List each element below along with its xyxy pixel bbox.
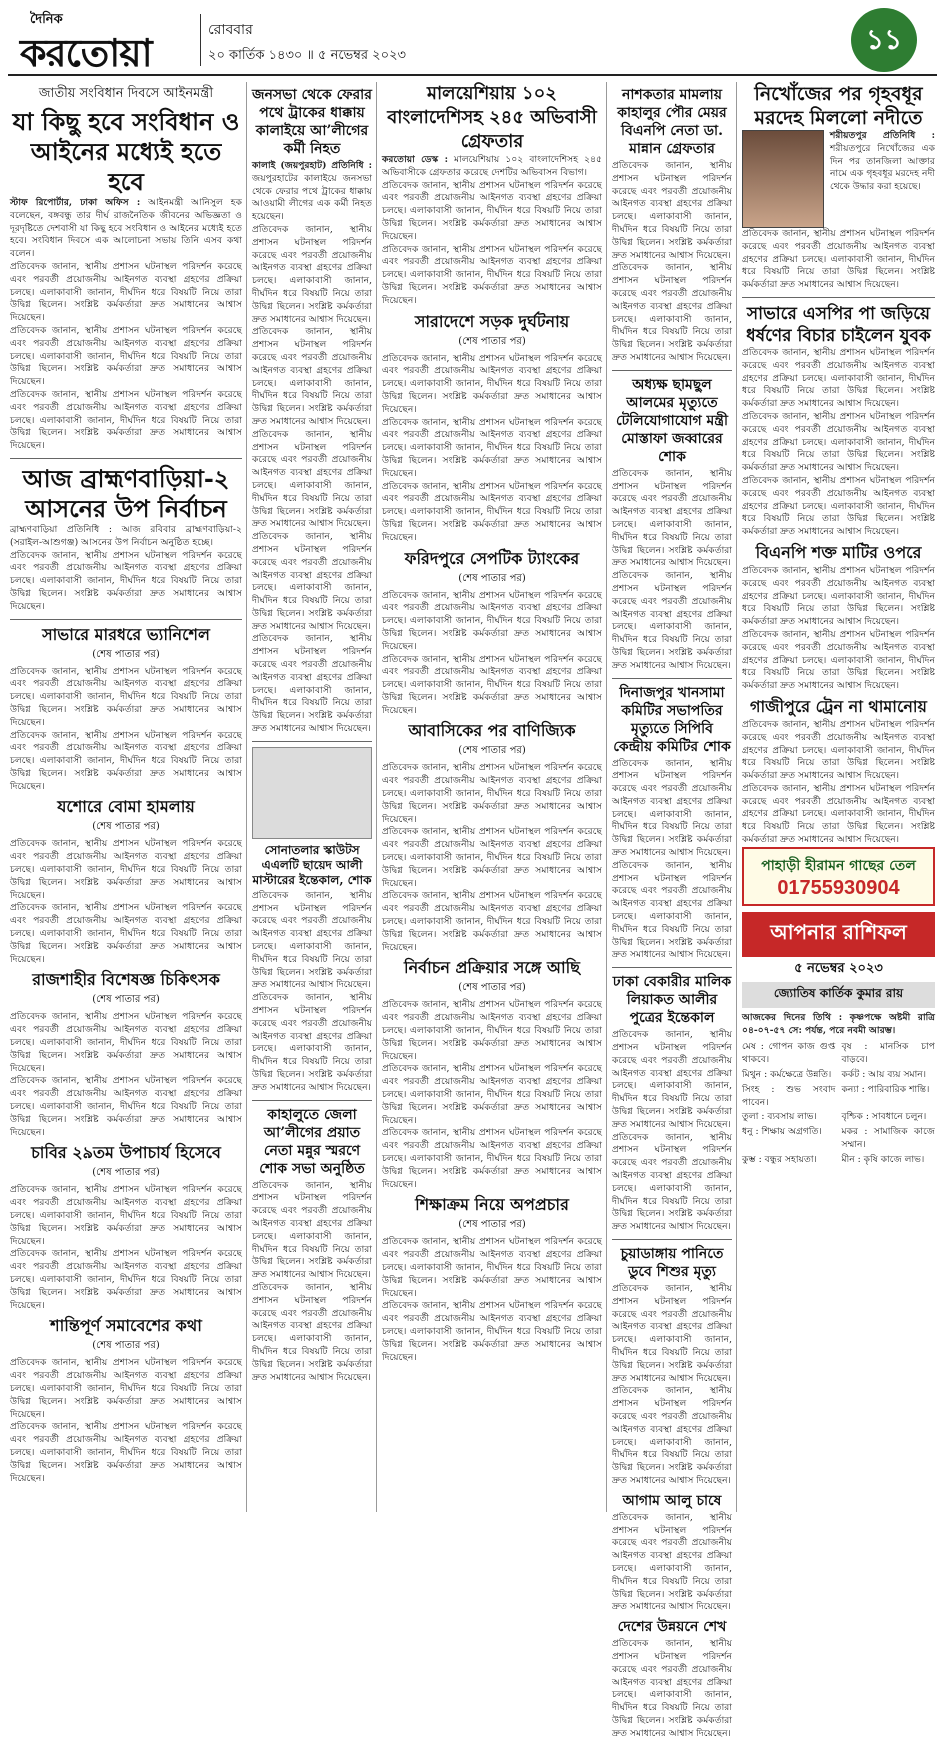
headline: বিএনপি শক্ত মাটির ওপরে [755, 542, 922, 562]
kicker: জাতীয় সংবিধান দিবসে আইনমন্ত্রী [38, 86, 214, 101]
headline: আবাসিকের পর বাণিজ্যিক [408, 721, 576, 741]
article-filler: প্রতিবেদক জানান, স্থানীয় প্রশাসন ঘটনাস্থল পরিদর্শন করেছে এবং পরবর্তী প্রয়োজনীয় আইনগত ব্যবস্থা গ্রহণের প্রক্রিয়া চলছে। এলাকাবাসী জানান, দীর্ঘদিন ধরে বিষয়টি নিয়ে তারা উদ্বিগ্ন ছিলেন। সংশ্লিষ্ট কর্মকর্তারা দ্রুত সমাধানের আশ্বাস দিয়েছেন। [612, 1385, 732, 1486]
column-2 [252, 82, 372, 1512]
article-filler: প্রতিবেদক জানান, স্থানীয় প্রশাসন ঘটনাস্থল পরিদর্শন করেছে এবং পরবর্তী প্রয়োজনীয় আইনগত ব্যবস্থা গ্রহণের প্রক্রিয়া চলছে। এলাকাবাসী জানান, দীর্ঘদিন ধরে বিষয়টি নিয়ে তারা উদ্বিগ্ন ছিলেন। সংশ্লিষ্ট কর্মকর্তারা দ্রুত সমাধানের আশ্বাস দিয়েছেন। [10, 1075, 242, 1138]
article-filler: প্রতিবেদক জানান, স্থানীয় প্রশাসন ঘটনাস্থল পরিদর্শন করেছে এবং পরবর্তী প্রয়োজনীয় আইনগত ব্যবস্থা গ্রহণের প্রক্রিয়া চলছে। এলাকাবাসী জানান, দীর্ঘদিন ধরে বিষয়টি নিয়ে তারা উদ্বিগ্ন ছিলেন। সংশ্লিষ্ট কর্মকর্তারা দ্রুত সমাধানের আশ্বাস দিয়েছেন। [252, 889, 372, 991]
article-filler: প্রতিবেদক জানান, স্থানীয় প্রশাসন ঘটনাস্থল পরিদর্শন করেছে এবং পরবর্তী প্রয়োজনীয় আইনগত ব্যবস্থা গ্রহণের প্রক্রিয়া চলছে। এলাকাবাসী জানান, দীর্ঘদিন ধরে বিষয়টি নিয়ে তারা উদ্বিগ্ন ছিলেন। সংশ্লিষ্ট কর্মকর্তারা দ্রুত সমাধানের আশ্বাস দিয়েছেন। [10, 324, 242, 388]
article-filler: প্রতিবেদক জানান, স্থানীয় প্রশাসন ঘটনাস্থল পরিদর্শন করেছে এবং পরবর্তী প্রয়োজনীয় আইনগত ব্যবস্থা গ্রহণের প্রক্রিয়া চলছে। এলাকাবাসী জানান, দীর্ঘদিন ধরে বিষয়টি নিয়ে তারা উদ্বিগ্ন ছিলেন। সংশ্লিষ্ট কর্মকর্তারা দ্রুত সমাধানের আশ্বাস দিয়েছেন। [382, 416, 602, 479]
article-body [252, 160, 372, 224]
article-body [830, 130, 935, 228]
headline: গাজীপুরে ট্রেন না থামানোয় [750, 696, 927, 716]
dateline: ২০ কার্তিক ১৪৩০ ॥ ৫ নভেম্বর ২০২৩ [208, 48, 406, 63]
horoscope-sign: বৃশ্চিক : সাবধানে চলুন। [841, 1111, 927, 1123]
article-filler: প্রতিবেদক জানান, স্থানীয় প্রশাসন ঘটনাস্থল পরিদর্শন করেছে এবং পরবর্তী প্রয়োজনীয় আইনগত ব্যবস্থা গ্রহণের প্রক্রিয়া চলছে। এলাকাবাসী জানান, দীর্ঘদিন ধরে বিষয়টি নিয়ে তারা উদ্বিগ্ন ছিলেন। সংশ্লিষ্ট কর্মকর্তারা দ্রুত সমাধানের আশ্বাস দিয়েছেন। [10, 1421, 242, 1484]
horoscope-sign: মীন : কৃষি কাজে লাভ। [841, 1153, 925, 1165]
article-filler: প্রতিবেদক জানান, স্থানীয় প্রশাসন ঘটনাস্থল পরিদর্শন করেছে এবং পরবর্তী প্রয়োজনীয় আইনগত ব্যবস্থা গ্রহণের প্রক্রিয়া চলছে। এলাকাবাসী জানান, দীর্ঘদিন ধরে বিষয়টি নিয়ে তারা উদ্বিগ্ন ছিলেন। সংশ্লিষ্ট কর্মকর্তারা দ্রুত সমাধানের আশ্বাস দিয়েছেন। [252, 531, 372, 632]
masthead-divider [200, 14, 201, 66]
headline: জনসভা থেকে ফেরার পথে ট্রাকের ধাক্কায় কালাইয়ে আ’লীগের কর্মী নিহত [252, 87, 372, 157]
headline: অধ্যক্ষ ছামছুল আলমের মৃত্যুতে টেলিযোগাযোগ মন্ত্রী মোস্তাফা জব্বারের শোক [615, 376, 729, 465]
article-filler: প্রতিবেদক জানান, স্থানীয় প্রশাসন ঘটনাস্থল পরিদর্শন করেছে এবং পরবর্তী প্রয়োজনীয় আইনগত ব্যবস্থা গ্রহণের প্রক্রিয়া চলছে। এলাকাবাসী জানান, দীর্ঘদিন ধরে বিষয়টি নিয়ে তারা উদ্বিগ্ন ছিলেন। সংশ্লিষ্ট কর্মকর্তারা দ্রুত সমাধানের আশ্বাস দিয়েছেন। [252, 428, 372, 530]
ad-phone: 01755930904 [777, 876, 900, 899]
divider [10, 619, 242, 620]
photo-caption-headline: সোনাতলার স্কাউটস এএলটি ছায়েদ আলী মাস্টারের ইন্তেকাল, শোক [252, 842, 372, 887]
horoscope-sign: তুলা : ব্যবসায় লাভ। [742, 1111, 817, 1123]
article-filler: প্রতিবেদক জানান, স্থানীয় প্রশাসন ঘটনাস্থল পরিদর্শন করেছে এবং পরবর্তী প্রয়োজনীয় আইনগত ব্যবস্থা গ্রহণের প্রক্রিয়া চলছে। এলাকাবাসী জানান, দীর্ঘদিন ধরে বিষয়টি নিয়ে তারা উদ্বিগ্ন ছিলেন। সংশ্লিষ্ট কর্মকর্তারা দ্রুত সমাধানের আশ্বাস দিয়েছেন। [382, 1236, 602, 1299]
article-filler: প্রতিবেদক জানান, স্থানীয় প্রশাসন ঘটনাস্থল পরিদর্শন করেছে এবং পরবর্তী প্রয়োজনীয় আইনগত ব্যবস্থা গ্রহণের প্রক্রিয়া চলছে। এলাকাবাসী জানান, দীর্ঘদিন ধরে বিষয়টি নিয়ে তারা উদ্বিগ্ন ছিলেন। সংশ্লিষ্ট কর্মকর্তারা দ্রুত সমাধানের আশ্বাস দিয়েছেন। [382, 999, 602, 1062]
article-filler: প্রতিবেদক জানান, স্থানীয় প্রশাসন ঘটনাস্থল পরিদর্শন করেছে এবং পরবর্তী প্রয়োজনীয় আইনগত ব্যবস্থা গ্রহণের প্রক্রিয়া চলছে। এলাকাবাসী জানান, দীর্ঘদিন ধরে বিষয়টি নিয়ে তারা উদ্বিগ্ন ছিলেন। সংশ্লিষ্ট কর্মকর্তারা দ্রুত সমাধানের আশ্বাস দিয়েছেন। [612, 1131, 732, 1233]
article-filler: প্রতিবেদক জানান, স্থানীয় প্রশাসন ঘটনাস্থল পরিদর্শন করেছে এবং পরবর্তী প্রয়োজনীয় আইনগত ব্যবস্থা গ্রহণের প্রক্রিয়া চলছে। এলাকাবাসী জানান, দীর্ঘদিন ধরে বিষয়টি নিয়ে তারা উদ্বিগ্ন ছিলেন। সংশ্লিষ্ট কর্মকর্তারা দ্রুত সমাধানের আশ্বাস দিয়েছেন। [10, 1357, 242, 1420]
article-filler: প্রতিবেদক জানান, স্থানীয় প্রশাসন ঘটনাস্থল পরিদর্শন করেছে এবং পরবর্তী প্রয়োজনীয় আইনগত ব্যবস্থা গ্রহণের প্রক্রিয়া চলছে। এলাকাবাসী জানান, দীর্ঘদিন ধরে বিষয়টি নিয়ে তারা উদ্বিগ্ন ছিলেন। সংশ্লিষ্ট কর্মকর্তারা দ্রুত সমাধানের আশ্বাস দিয়েছেন। [10, 260, 242, 324]
article-body [382, 154, 602, 180]
horoscope-sign: কুম্ভ : বন্ধুর সহায়তা। [742, 1153, 817, 1165]
article-filler: প্রতিবেদক জানান, স্থানীয় প্রশাসন ঘটনাস্থল পরিদর্শন করেছে এবং পরবর্তী প্রয়োজনীয় আইনগত ব্যবস্থা গ্রহণের প্রক্রিয়া চলছে। এলাকাবাসী জানান, দীর্ঘদিন ধরে বিষয়টি নিয়ে তারা উদ্বিগ্ন ছিলেন। সংশ্লিষ্ট কর্মকর্তারা দ্রুত সমাধানের আশ্বাস দিয়েছেন। [10, 1248, 242, 1311]
article-filler: প্রতিবেদক জানান, স্থানীয় প্রশাসন ঘটনাস্থল পরিদর্শন করেছে এবং পরবর্তী প্রয়োজনীয় আইনগত ব্যবস্থা গ্রহণের প্রক্রিয়া চলছে। এলাকাবাসী জানান, দীর্ঘদিন ধরে বিষয়টি নিয়ে তারা উদ্বিগ্ন ছিলেন। সংশ্লিষ্ট কর্মকর্তারা দ্রুত সমাধানের আশ্বাস দিয়েছেন। [382, 179, 602, 242]
headline: দিনাজপুর খানসামা কমিটির সভাপতির মৃত্যুতে সিপিবি কেন্দ্রীয় কমিটির শোক [613, 684, 731, 755]
article-filler: প্রতিবেদক জানান, স্থানীয় প্রশাসন ঘটনাস্থল পরিদর্শন করেছে এবং পরবর্তী প্রয়োজনীয় আইনগত ব্যবস্থা গ্রহণের প্রক্রিয়া চলছে। এলাকাবাসী জানান, দীর্ঘদিন ধরে বিষয়টি নিয়ে তারা উদ্বিগ্ন ছিলেন। সংশ্লিষ্ট কর্মকর্তারা দ্রুত সমাধানের আশ্বাস দিয়েছেন। [252, 326, 372, 427]
article-filler: প্রতিবেদক জানান, স্থানীয় প্রশাসন ঘটনাস্থল পরিদর্শন করেছে এবং পরবর্তী প্রয়োজনীয় আইনগত ব্যবস্থা গ্রহণের প্রক্রিয়া চলছে। এলাকাবাসী জানান, দীর্ঘদিন ধরে বিষয়টি নিয়ে তারা উদ্বিগ্ন ছিলেন। সংশ্লিষ্ট কর্মকর্তারা দ্রুত সমাধানের আশ্বাস দিয়েছেন। [10, 388, 242, 452]
continued-label: (শেষ পাতার পর) [458, 335, 526, 347]
article-filler: প্রতিবেদক জানান, স্থানীয় প্রশাসন ঘটনাস্থল পরিদর্শন করেছে এবং পরবর্তী প্রয়োজনীয় আইনগত ব্যবস্থা গ্রহণের প্রক্রিয়া চলছে। এলাকাবাসী জানান, দীর্ঘদিন ধরে বিষয়টি নিয়ে তারা উদ্বিগ্ন ছিলেন। সংশ্লিষ্ট কর্মকর্তারা দ্রুত সমাধানের আশ্বাস দিয়েছেন। [382, 762, 602, 825]
headline: চাবির ২৯তম উপাচার্য হিসেবে [31, 1143, 221, 1163]
divider [252, 741, 372, 742]
article-filler: প্রতিবেদক জানান, স্থানীয় প্রশাসন ঘটনাস্থল পরিদর্শন করেছে এবং পরবর্তী প্রয়োজনীয় আইনগত ব্যবস্থা গ্রহণের প্রক্রিয়া চলছে। এলাকাবাসী জানান, দীর্ঘদিন ধরে বিষয়টি নিয়ে তারা উদ্বিগ্ন ছিলেন। সংশ্লিষ্ট কর্মকর্তারা দ্রুত সমাধানের আশ্বাস দিয়েছেন। [382, 1063, 602, 1126]
article-filler: প্রতিবেদক জানান, স্থানীয় প্রশাসন ঘটনাস্থল পরিদর্শন করেছে এবং পরবর্তী প্রয়োজনীয় আইনগত ব্যবস্থা গ্রহণের প্রক্রিয়া চলছে। এলাকাবাসী জানান, দীর্ঘদিন ধরে বিষয়টি নিয়ে তারা উদ্বিগ্ন ছিলেন। সংশ্লিষ্ট কর্মকর্তারা দ্রুত সমাধানের আশ্বাস দিয়েছেন। [382, 589, 602, 652]
column-4 [612, 82, 732, 1739]
continued-label: (শেষ পাতার পর) [458, 982, 526, 994]
headline: সাভারে মারধরে ভ্যানিশেল [42, 624, 210, 644]
headline: নাশকতার মামলায় কাহালুর পৌর মেয়র বিএনপি নেতা ডা. মান্নান গ্রেফতার [617, 87, 727, 157]
headline: কাহালুতে জেলা আ’লীগের প্রয়াত নেতা মন্নুর স্মরণে শোক সভা অনুষ্ঠিত [259, 1106, 365, 1177]
article-filler: প্রতিবেদক জানান, স্থানীয় প্রশাসন ঘটনাস্থল পরিদর্শন করেছে এবং পরবর্তী প্রয়োজনীয় আইনগত ব্যবস্থা গ্রহণের প্রক্রিয়া চলছে। এলাকাবাসী জানান, দীর্ঘদিন ধরে বিষয়টি নিয়ে তারা উদ্বিগ্ন ছিলেন। সংশ্লিষ্ট কর্মকর্তারা দ্রুত সমাধানের আশ্বাস দিয়েছেন। [612, 467, 732, 569]
article-filler: প্রতিবেদক জানান, স্থানীয় প্রশাসন ঘটনাস্থল পরিদর্শন করেছে এবং পরবর্তী প্রয়োজনীয় আইনগত ব্যবস্থা গ্রহণের প্রক্রিয়া চলছে। এলাকাবাসী জানান, দীর্ঘদিন ধরে বিষয়টি নিয়ে তারা উদ্বিগ্ন ছিলেন। সংশ্লিষ্ট কর্মকর্তারা দ্রুত সমাধানের আশ্বাস দিয়েছেন। [10, 1011, 242, 1074]
article-text: ব্রাহ্মণবাড়িয়া প্রতিনিধি : আজ রবিবার ব্রাহ্মণবাড়িয়া-২ (সরাইল-আশুগঞ্জ) আসনের উপ নির্বাচন অনুষ্ঠিত হচ্ছে। [10, 523, 242, 548]
divider [10, 458, 242, 459]
article-filler: প্রতিবেদক জানান, স্থানীয় প্রশাসন ঘটনাস্থল পরিদর্শন করেছে এবং পরবর্তী প্রয়োজনীয় আইনগত ব্যবস্থা গ্রহণের প্রক্রিয়া চলছে। এলাকাবাসী জানান, দীর্ঘদিন ধরে বিষয়টি নিয়ে তারা উদ্বিগ্ন ছিলেন। সংশ্লিষ্ট কর্মকর্তারা দ্রুত সমাধানের আশ্বাস দিয়েছেন। [382, 1127, 602, 1190]
continued-label: (শেষ পাতার পর) [458, 572, 526, 584]
article-filler: প্রতিবেদক জানান, স্থানীয় প্রশাসন ঘটনাস্থল পরিদর্শন করেছে এবং পরবর্তী প্রয়োজনীয় আইনগত ব্যবস্থা গ্রহণের প্রক্রিয়া চলছে। এলাকাবাসী জানান, দীর্ঘদিন ধরে বিষয়টি নিয়ে তারা উদ্বিগ্ন ছিলেন। সংশ্লিষ্ট কর্মকর্তারা দ্রুত সমাধানের আশ্বাস দিয়েছেন। [10, 902, 242, 965]
headline: যা কিছু হবে সংবিধান ও আইনের মধ্যেই হতে হবে [12, 107, 240, 196]
horoscope-sign: ধনু : শিক্ষায় অগ্রগতি। [742, 1126, 822, 1138]
article-lead [742, 130, 935, 228]
article-filler: প্রতিবেদক জানান, স্থানীয় প্রশাসন ঘটনাস্থল পরিদর্শন করেছে এবং পরবর্তী প্রয়োজনীয় আইনগত ব্যবস্থা গ্রহণের প্রক্রিয়া চলছে। এলাকাবাসী জানান, দীর্ঘদিন ধরে বিষয়টি নিয়ে তারা উদ্বিগ্ন ছিলেন। সংশ্লিষ্ট কর্মকর্তারা দ্রুত সমাধানের আশ্বাস দিয়েছেন। [742, 346, 935, 410]
article-filler: প্রতিবেদক জানান, স্থানীয় প্রশাসন ঘটনাস্থল পরিদর্শন করেছে এবং পরবর্তী প্রয়োজনীয় আইনগত ব্যবস্থা গ্রহণের প্রক্রিয়া চলছে। এলাকাবাসী জানান, দীর্ঘদিন ধরে বিষয়টি নিয়ে তারা উদ্বিগ্ন ছিলেন। সংশ্লিষ্ট কর্মকর্তারা দ্রুত সমাধানের আশ্বাস দিয়েছেন। [382, 243, 602, 306]
headline: চুয়াডাঙ্গায় পানিতে ডুবে শিশুর মৃত্যু [620, 1246, 724, 1280]
headline: যশোরে বোমা হামলায় [57, 797, 195, 817]
headline: ঢাকা বেকারীর মালিক লিয়াকত আলীর পুত্রের ইন্তেকাল [612, 974, 732, 1027]
article-filler: প্রতিবেদক জানান, স্থানীয় প্রশাসন ঘটনাস্থল পরিদর্শন করেছে এবং পরবর্তী প্রয়োজনীয় আইনগত ব্যবস্থা গ্রহণের প্রক্রিয়া চলছে। এলাকাবাসী জানান, দীর্ঘদিন ধরে বিষয়টি নিয়ে তারা উদ্বিগ্ন ছিলেন। সংশ্লিষ্ট কর্মকর্তারা দ্রুত সমাধানের আশ্বাস দিয়েছেন। [382, 890, 602, 953]
horoscope-date: ৫ নভেম্বর ২০২৩ [794, 960, 883, 976]
continued-label: (শেষ পাতার পর) [92, 648, 160, 660]
headline: ফরিদপুরে সেপটিক ট্যাংকের [404, 548, 580, 568]
article-filler: প্রতিবেদক জানান, স্থানীয় প্রশাসন ঘটনাস্থল পরিদর্শন করেছে এবং পরবর্তী প্রয়োজনীয় আইনগত ব্যবস্থা গ্রহণের প্রক্রিয়া চলছে। এলাকাবাসী জানান, দীর্ঘদিন ধরে বিষয়টি নিয়ে তারা উদ্বিগ্ন ছিলেন। সংশ্লিষ্ট কর্মকর্তারা দ্রুত সমাধানের আশ্বাস দিয়েছেন। [252, 1281, 372, 1383]
continued-label: (শেষ পাতার পর) [458, 745, 526, 757]
divider [612, 967, 732, 968]
article-filler: প্রতিবেদক জানান, স্থানীয় প্রশাসন ঘটনাস্থল পরিদর্শন করেছে এবং পরবর্তী প্রয়োজনীয় আইনগত ব্যবস্থা গ্রহণের প্রক্রিয়া চলছে। এলাকাবাসী জানান, দীর্ঘদিন ধরে বিষয়টি নিয়ে তারা উদ্বিগ্ন ছিলেন। সংশ্লিষ্ট কর্মকর্তারা দ্রুত সমাধানের আশ্বাস দিয়েছেন। [612, 757, 732, 859]
horoscope-sign: মেষ : গোপন কাজ গুপ্ত থাকবে। [742, 1041, 836, 1066]
horoscope-title: আপনার রাশিফল [742, 912, 935, 957]
article-filler: প্রতিবেদক জানান, স্থানীয় প্রশাসন ঘটনাস্থল পরিদর্শন করেছে এবং পরবর্তী প্রয়োজনীয় আইনগত ব্যবস্থা গ্রহণের প্রক্রিয়া চলছে। এলাকাবাসী জানান, দীর্ঘদিন ধরে বিষয়টি নিয়ে তারা উদ্বিগ্ন ছিলেন। সংশ্লিষ্ট কর্মকর্তারা দ্রুত সমাধানের আশ্বাস দিয়েছেন। [612, 262, 732, 363]
advertisement [742, 847, 935, 906]
article-filler: প্রতিবেদক জানান, স্থানীয় প্রশাসন ঘটনাস্থল পরিদর্শন করেছে এবং পরবর্তী প্রয়োজনীয় আইনগত ব্যবস্থা গ্রহণের প্রক্রিয়া চলছে। এলাকাবাসী জানান, দীর্ঘদিন ধরে বিষয়টি নিয়ে তারা উদ্বিগ্ন ছিলেন। সংশ্লিষ্ট কর্মকর্তারা দ্রুত সমাধানের আশ্বাস দিয়েছেন। [742, 718, 935, 782]
byline: স্টাফ রিপোর্টার, ঢাকা অফিস : [10, 197, 141, 208]
headline: আজ ব্রাহ্মণবাড়িয়া-২ আসনের উপ নির্বাচন [22, 463, 230, 523]
article-filler: প্রতিবেদক জানান, স্থানীয় প্রশাসন ঘটনাস্থল পরিদর্শন করেছে এবং পরবর্তী প্রয়োজনীয় আইনগত ব্যবস্থা গ্রহণের প্রক্রিয়া চলছে। এলাকাবাসী জানান, দীর্ঘদিন ধরে বিষয়টি নিয়ে তারা উদ্বিগ্ন ছিলেন। সংশ্লিষ্ট কর্মকর্তারা দ্রুত সমাধানের আশ্বাস দিয়েছেন। [742, 782, 935, 846]
article-filler: প্রতিবেদক জানান, স্থানীয় প্রশাসন ঘটনাস্থল পরিদর্শন করেছে এবং পরবর্তী প্রয়োজনীয় আইনগত ব্যবস্থা গ্রহণের প্রক্রিয়া চলছে। এলাকাবাসী জানান, দীর্ঘদিন ধরে বিষয়টি নিয়ে তারা উদ্বিগ্ন ছিলেন। সংশ্লিষ্ট কর্মকর্তারা দ্রুত সমাধানের আশ্বাস দিয়েছেন। [10, 665, 242, 728]
headline: রাজশাহীর বিশেষজ্ঞ চিকিৎসক [32, 970, 220, 990]
article-filler: প্রতিবেদক জানান, স্থানীয় প্রশাসন ঘটনাস্থল পরিদর্শন করেছে এবং পরবর্তী প্রয়োজনীয় আইনগত ব্যবস্থা গ্রহণের প্রক্রিয়া চলছে। এলাকাবাসী জানান, দীর্ঘদিন ধরে বিষয়টি নিয়ে তারা উদ্বিগ্ন ছিলেন। সংশ্লিষ্ট কর্মকর্তারা দ্রুত সমাধানের আশ্বাস দিয়েছেন। [612, 859, 732, 961]
continued-label: (শেষ পাতার পর) [458, 1219, 526, 1231]
horoscope-sign: মিথুন : কর্মক্ষেত্রে উন্নতি। [742, 1069, 832, 1081]
article-filler: প্রতিবেদক জানান, স্থানীয় প্রশাসন ঘটনাস্থল পরিদর্শন করেছে এবং পরবর্তী প্রয়োজনীয় আইনগত ব্যবস্থা গ্রহণের প্রক্রিয়া চলছে। এলাকাবাসী জানান, দীর্ঘদিন ধরে বিষয়টি নিয়ে তারা উদ্বিগ্ন ছিলেন। সংশ্লিষ্ট কর্মকর্তারা দ্রুত সমাধানের আশ্বাস দিয়েছেন। [10, 729, 242, 792]
article-filler: প্রতিবেদক জানান, স্থানীয় প্রশাসন ঘটনাস্থল পরিদর্শন করেছে এবং পরবর্তী প্রয়োজনীয় আইনগত ব্যবস্থা গ্রহণের প্রক্রিয়া চলছে। এলাকাবাসী জানান, দীর্ঘদিন ধরে বিষয়টি নিয়ে তারা উদ্বিগ্ন ছিলেন। সংশ্লিষ্ট কর্মকর্তারা দ্রুত সমাধানের আশ্বাস দিয়েছেন। [252, 1179, 372, 1281]
victim-photo [742, 130, 824, 228]
horoscope-sign: সিংহ : শুভ সংবাদ পাবেন। [742, 1083, 836, 1108]
headline: সাভারে এসপির পা জড়িয়ে ধর্ষণের বিচার চাইলেন যুবক [746, 303, 931, 346]
horoscope-sign: কন্যা : পারিবারিক শান্তি। [841, 1083, 930, 1095]
article-filler: প্রতিবেদক জানান, স্থানীয় প্রশাসন ঘটনাস্থল পরিদর্শন করেছে এবং পরবর্তী প্রয়োজনীয় আইনগত ব্যবস্থা গ্রহণের প্রক্রিয়া চলছে। এলাকাবাসী জানান, দীর্ঘদিন ধরে বিষয়টি নিয়ে তারা উদ্বিগ্ন ছিলেন। সংশ্লিষ্ট কর্মকর্তারা দ্রুত সমাধানের আশ্বাস দিয়েছেন। [612, 1511, 732, 1613]
astrologer-name: জ্যোতিষ কার্তিক কুমার রায় [742, 982, 935, 1008]
divider [742, 297, 935, 298]
byline: করতোয়া ডেস্ক : [382, 154, 448, 165]
article-body [10, 197, 242, 261]
continued-label: (শেষ পাতার পর) [92, 821, 160, 833]
article-filler: প্রতিবেদক জানান, স্থানীয় প্রশাসন ঘটনাস্থল পরিদর্শন করেছে এবং পরবর্তী প্রয়োজনীয় আইনগত ব্যবস্থা গ্রহণের প্রক্রিয়া চলছে। এলাকাবাসী জানান, দীর্ঘদিন ধরে বিষয়টি নিয়ে তারা উদ্বিগ্ন ছিলেন। সংশ্লিষ্ট কর্মকর্তারা দ্রুত সমাধানের আশ্বাস দিয়েছেন। [382, 1300, 602, 1363]
article-filler: প্রতিবেদক জানান, স্থানীয় প্রশাসন ঘটনাস্থল পরিদর্শন করেছে এবং পরবর্তী প্রয়োজনীয় আইনগত ব্যবস্থা গ্রহণের প্রক্রিয়া চলছে। এলাকাবাসী জানান, দীর্ঘদিন ধরে বিষয়টি নিয়ে তারা উদ্বিগ্ন ছিলেন। সংশ্লিষ্ট কর্মকর্তারা দ্রুত সমাধানের আশ্বাস দিয়েছেন। [382, 826, 602, 889]
article-filler: প্রতিবেদক জানান, স্থানীয় প্রশাসন ঘটনাস্থল পরিদর্শন করেছে এবং পরবর্তী প্রয়োজনীয় আইনগত ব্যবস্থা গ্রহণের প্রক্রিয়া চলছে। এলাকাবাসী জানান, দীর্ঘদিন ধরে বিষয়টি নিয়ে তারা উদ্বিগ্ন ছিলেন। সংশ্লিষ্ট কর্মকর্তারা দ্রুত সমাধানের আশ্বাস দিয়েছেন। [612, 570, 732, 671]
article-filler: প্রতিবেদক জানান, স্থানীয় প্রশাসন ঘটনাস্থল পরিদর্শন করেছে এবং পরবর্তী প্রয়োজনীয় আইনগত ব্যবস্থা গ্রহণের প্রক্রিয়া চলছে। এলাকাবাসী জানান, দীর্ঘদিন ধরে বিষয়টি নিয়ে তারা উদ্বিগ্ন ছিলেন। সংশ্লিষ্ট কর্মকর্তারা দ্রুত সমাধানের আশ্বাস দিয়েছেন। [10, 549, 242, 612]
article-text: আইনমন্ত্রী আনিসুল হক বলেছেন, বঙ্গবন্ধু তার দীর্ঘ রাজনৈতিক জীবনের অভিজ্ঞতা ও দূরদৃষ্টিতে দেশবাসী যা কিছু হবে সংবিধান ও আইনের মধ্যেই হতে হবে। সংবিধান দিবসে এক আলোচনা সভায় তিনি এসব কথা বলেন। [10, 197, 243, 260]
column-separator [246, 82, 247, 1512]
horoscope-signs [742, 1041, 935, 1166]
article-filler: প্রতিবেদক জানান, স্থানীয় প্রশাসন ঘটনাস্থল পরিদর্শন করেছে এবং পরবর্তী প্রয়োজনীয় আইনগত ব্যবস্থা গ্রহণের প্রক্রিয়া চলছে। এলাকাবাসী জানান, দীর্ঘদিন ধরে বিষয়টি নিয়ে তারা উদ্বিগ্ন ছিলেন। সংশ্লিষ্ট কর্মকর্তারা দ্রুত সমাধানের আশ্বাস দিয়েছেন। [382, 352, 602, 415]
divider [612, 678, 732, 679]
portrait-photo [252, 747, 372, 839]
continued-label: (শেষ পাতার পর) [92, 1340, 160, 1352]
newspaper-logo: করতোয়া [20, 30, 152, 75]
article-filler: প্রতিবেদক জানান, স্থানীয় প্রশাসন ঘটনাস্থল পরিদর্শন করেছে এবং পরবর্তী প্রয়োজনীয় আইনগত ব্যবস্থা গ্রহণের প্রক্রিয়া চলছে। এলাকাবাসী জানান, দীর্ঘদিন ধরে বিষয়টি নিয়ে তারা উদ্বিগ্ন ছিলেন। সংশ্লিষ্ট কর্মকর্তারা দ্রুত সমাধানের আশ্বাস দিয়েছেন। [742, 410, 935, 474]
headline: সারাদেশে সড়ক দুর্ঘটনায় [414, 311, 570, 331]
byline: শরীয়তপুর প্রতিনিধি : [830, 130, 935, 141]
article-text: শরীয়তপুরে নিখোঁজের এক দিন পর তানজিলা আক্তার নামে এক গৃহবধূর মরদেহ নদী থেকে উদ্ধার করা হয়েছে। [830, 142, 935, 193]
article-text: জয়পুরহাটের কালাইয়ে জনসভা থেকে ফেরার পথে ট্রাকের ধাক্কায় আওয়ামী লীগের এক কর্মী নিহত হয়েছেন। [252, 172, 372, 223]
article-filler: প্রতিবেদক জানান, স্থানীয় প্রশাসন ঘটনাস্থল পরিদর্শন করেছে এবং পরবর্তী প্রয়োজনীয় আইনগত ব্যবস্থা গ্রহণের প্রক্রিয়া চলছে। এলাকাবাসী জানান, দীর্ঘদিন ধরে বিষয়টি নিয়ে তারা উদ্বিগ্ন ছিলেন। সংশ্লিষ্ট কর্মকর্তারা দ্রুত সমাধানের আশ্বাস দিয়েছেন। [382, 653, 602, 716]
tithi: আজকের দিনের তিথি : কৃষ্ণপক্ষে অষ্টমী রাত্রি ০৪-০৭-৫৭ সে: পর্যন্ত, পরে নবমী আরম্ভ। [742, 1011, 935, 1036]
column-1 [10, 82, 242, 1512]
column-separator [606, 82, 607, 1512]
column-separator [376, 82, 377, 1512]
ad-title: পাহাড়ী হীরামন গাছের তেল [761, 857, 916, 874]
headline: দেশের উন্নয়নে শেখ [617, 1619, 727, 1636]
article-filler: প্রতিবেদক জানান, স্থানীয় প্রশাসন ঘটনাস্থল পরিদর্শন করেছে এবং পরবর্তী প্রয়োজনীয় আইনগত ব্যবস্থা গ্রহণের প্রক্রিয়া চলছে। এলাকাবাসী জানান, দীর্ঘদিন ধরে বিষয়টি নিয়ে তারা উদ্বিগ্ন ছিলেন। সংশ্লিষ্ট কর্মকর্তারা দ্রুত সমাধানের আশ্বাস দিয়েছেন। [252, 633, 372, 735]
article-filler: প্রতিবেদক জানান, স্থানীয় প্রশাসন ঘটনাস্থল পরিদর্শন করেছে এবং পরবর্তী প্রয়োজনীয় আইনগত ব্যবস্থা গ্রহণের প্রক্রিয়া চলছে। এলাকাবাসী জানান, দীর্ঘদিন ধরে বিষয়টি নিয়ে তারা উদ্বিগ্ন ছিলেন। সংশ্লিষ্ট কর্মকর্তারা দ্রুত সমাধানের আশ্বাস দিয়েছেন। [742, 628, 935, 692]
logo-small: দৈনিক [30, 12, 63, 27]
continued-label: (শেষ পাতার পর) [92, 1167, 160, 1179]
headline: শিক্ষাক্রম নিয়ে অপপ্রচার [415, 1195, 569, 1215]
masthead [8, 6, 937, 76]
continued-label: (শেষ পাতার পর) [92, 994, 160, 1006]
headline: নির্বাচন প্রক্রিয়ার সঙ্গে আছি [404, 958, 580, 978]
divider [612, 370, 732, 371]
page-number-badge: ১১ [851, 8, 917, 72]
article-filler: প্রতিবেদক জানান, স্থানীয় প্রশাসন ঘটনাস্থল পরিদর্শন করেছে এবং পরবর্তী প্রয়োজনীয় আইনগত ব্যবস্থা গ্রহণের প্রক্রিয়া চলছে। এলাকাবাসী জানান, দীর্ঘদিন ধরে বিষয়টি নিয়ে তারা উদ্বিগ্ন ছিলেন। সংশ্লিষ্ট কর্মকর্তারা দ্রুত সমাধানের আশ্বাস দিয়েছেন। [742, 474, 935, 538]
article-filler: প্রতিবেদক জানান, স্থানীয় প্রশাসন ঘটনাস্থল পরিদর্শন করেছে এবং পরবর্তী প্রয়োজনীয় আইনগত ব্যবস্থা গ্রহণের প্রক্রিয়া চলছে। এলাকাবাসী জানান, দীর্ঘদিন ধরে বিষয়টি নিয়ে তারা উদ্বিগ্ন ছিলেন। সংশ্লিষ্ট কর্মকর্তারা দ্রুত সমাধানের আশ্বাস দিয়েছেন। [382, 480, 602, 543]
article-filler: প্রতিবেদক জানান, স্থানীয় প্রশাসন ঘটনাস্থল পরিদর্শন করেছে এবং পরবর্তী প্রয়োজনীয় আইনগত ব্যবস্থা গ্রহণের প্রক্রিয়া চলছে। এলাকাবাসী জানান, দীর্ঘদিন ধরে বিষয়টি নিয়ে তারা উদ্বিগ্ন ছিলেন। সংশ্লিষ্ট কর্মকর্তারা দ্রুত সমাধানের আশ্বাস দিয়েছেন। [612, 1029, 732, 1130]
column-3 [382, 82, 602, 1512]
byline: কালাই (জয়পুরহাট) প্রতিনিধি : [252, 160, 372, 171]
article-filler: প্রতিবেদক জানান, স্থানীয় প্রশাসন ঘটনাস্থল পরিদর্শন করেছে এবং পরবর্তী প্রয়োজনীয় আইনগত ব্যবস্থা গ্রহণের প্রক্রিয়া চলছে। এলাকাবাসী জানান, দীর্ঘদিন ধরে বিষয়টি নিয়ে তারা উদ্বিগ্ন ছিলেন। সংশ্লিষ্ট কর্মকর্তারা দ্রুত সমাধানের আশ্বাস দিয়েছেন। [612, 1638, 732, 1739]
article-filler: প্রতিবেদক জানান, স্থানীয় প্রশাসন ঘটনাস্থল পরিদর্শন করেছে এবং পরবর্তী প্রয়োজনীয় আইনগত ব্যবস্থা গ্রহণের প্রক্রিয়া চলছে। এলাকাবাসী জানান, দীর্ঘদিন ধরে বিষয়টি নিয়ে তারা উদ্বিগ্ন ছিলেন। সংশ্লিষ্ট কর্মকর্তারা দ্রুত সমাধানের আশ্বাস দিয়েছেন। [252, 992, 372, 1093]
article-filler: প্রতিবেদক জানান, স্থানীয় প্রশাসন ঘটনাস্থল পরিদর্শন করেছে এবং পরবর্তী প্রয়োজনীয় আইনগত ব্যবস্থা গ্রহণের প্রক্রিয়া চলছে। এলাকাবাসী জানান, দীর্ঘদিন ধরে বিষয়টি নিয়ে তারা উদ্বিগ্ন ছিলেন। সংশ্লিষ্ট কর্মকর্তারা দ্রুত সমাধানের আশ্বাস দিয়েছেন। [252, 223, 372, 325]
column-5 [742, 82, 935, 1512]
article-filler: প্রতিবেদক জানান, স্থানীয় প্রশাসন ঘটনাস্থল পরিদর্শন করেছে এবং পরবর্তী প্রয়োজনীয় আইনগত ব্যবস্থা গ্রহণের প্রক্রিয়া চলছে। এলাকাবাসী জানান, দীর্ঘদিন ধরে বিষয়টি নিয়ে তারা উদ্বিগ্ন ছিলেন। সংশ্লিষ্ট কর্মকর্তারা দ্রুত সমাধানের আশ্বাস দিয়েছেন। [10, 838, 242, 901]
horoscope-sign: মকর : সামাজিক কাজে সম্মান। [841, 1126, 935, 1151]
article-filler: প্রতিবেদক জানান, স্থানীয় প্রশাসন ঘটনাস্থল পরিদর্শন করেছে এবং পরবর্তী প্রয়োজনীয় আইনগত ব্যবস্থা গ্রহণের প্রক্রিয়া চলছে। এলাকাবাসী জানান, দীর্ঘদিন ধরে বিষয়টি নিয়ে তারা উদ্বিগ্ন ছিলেন। সংশ্লিষ্ট কর্মকর্তারা দ্রুত সমাধানের আশ্বাস দিয়েছেন। [742, 564, 935, 628]
column-separator [736, 82, 737, 1512]
article-filler: প্রতিবেদক জানান, স্থানীয় প্রশাসন ঘটনাস্থল পরিদর্শন করেছে এবং পরবর্তী প্রয়োজনীয় আইনগত ব্যবস্থা গ্রহণের প্রক্রিয়া চলছে। এলাকাবাসী জানান, দীর্ঘদিন ধরে বিষয়টি নিয়ে তারা উদ্বিগ্ন ছিলেন। সংশ্লিষ্ট কর্মকর্তারা দ্রুত সমাধানের আশ্বাস দিয়েছেন। [612, 1283, 732, 1384]
headline: শান্তিপূর্ণ সমাবেশের কথা [50, 1316, 202, 1336]
divider [252, 1100, 372, 1101]
article-filler: প্রতিবেদক জানান, স্থানীয় প্রশাসন ঘটনাস্থল পরিদর্শন করেছে এবং পরবর্তী প্রয়োজনীয় আইনগত ব্যবস্থা গ্রহণের প্রক্রিয়া চলছে। এলাকাবাসী জানান, দীর্ঘদিন ধরে বিষয়টি নিয়ে তারা উদ্বিগ্ন ছিলেন। সংশ্লিষ্ট কর্মকর্তারা দ্রুত সমাধানের আশ্বাস দিয়েছেন। [742, 228, 935, 291]
headline: নিখোঁজের পর গৃহবধূর মরদেহ মিললো নদীতে [754, 83, 923, 129]
article-filler: প্রতিবেদক জানান, স্থানীয় প্রশাসন ঘটনাস্থল পরিদর্শন করেছে এবং পরবর্তী প্রয়োজনীয় আইনগত ব্যবস্থা গ্রহণের প্রক্রিয়া চলছে। এলাকাবাসী জানান, দীর্ঘদিন ধরে বিষয়টি নিয়ে তারা উদ্বিগ্ন ছিলেন। সংশ্লিষ্ট কর্মকর্তারা দ্রুত সমাধানের আশ্বাস দিয়েছেন। [10, 1184, 242, 1247]
headline: মালয়েশিয়ায় ১০২ বাংলাদেশিসহ ২৪৫ অভিবাসী গ্রেফতার [387, 83, 597, 152]
horoscope-sign: কর্কট : আয় ব্যয় সমান। [841, 1069, 927, 1081]
divider [612, 1239, 732, 1240]
article-filler: প্রতিবেদক জানান, স্থানীয় প্রশাসন ঘটনাস্থল পরিদর্শন করেছে এবং পরবর্তী প্রয়োজনীয় আইনগত ব্যবস্থা গ্রহণের প্রক্রিয়া চলছে। এলাকাবাসী জানান, দীর্ঘদিন ধরে বিষয়টি নিয়ে তারা উদ্বিগ্ন ছিলেন। সংশ্লিষ্ট কর্মকর্তারা দ্রুত সমাধানের আশ্বাস দিয়েছেন। [612, 160, 732, 261]
headline: আগাম আলু চাষে [622, 1492, 722, 1509]
article-text: মালয়েশিয়ায় ১০২ বাংলাদেশিসহ ২৪৫ অভিবাসীকে গ্রেফতার করেছে দেশটির অভিবাসন বিভাগ। [382, 154, 603, 178]
weekday: রোববার [208, 22, 253, 38]
horoscope-sign: বৃষ : মানসিক চাপ বাড়বে। [841, 1041, 935, 1066]
